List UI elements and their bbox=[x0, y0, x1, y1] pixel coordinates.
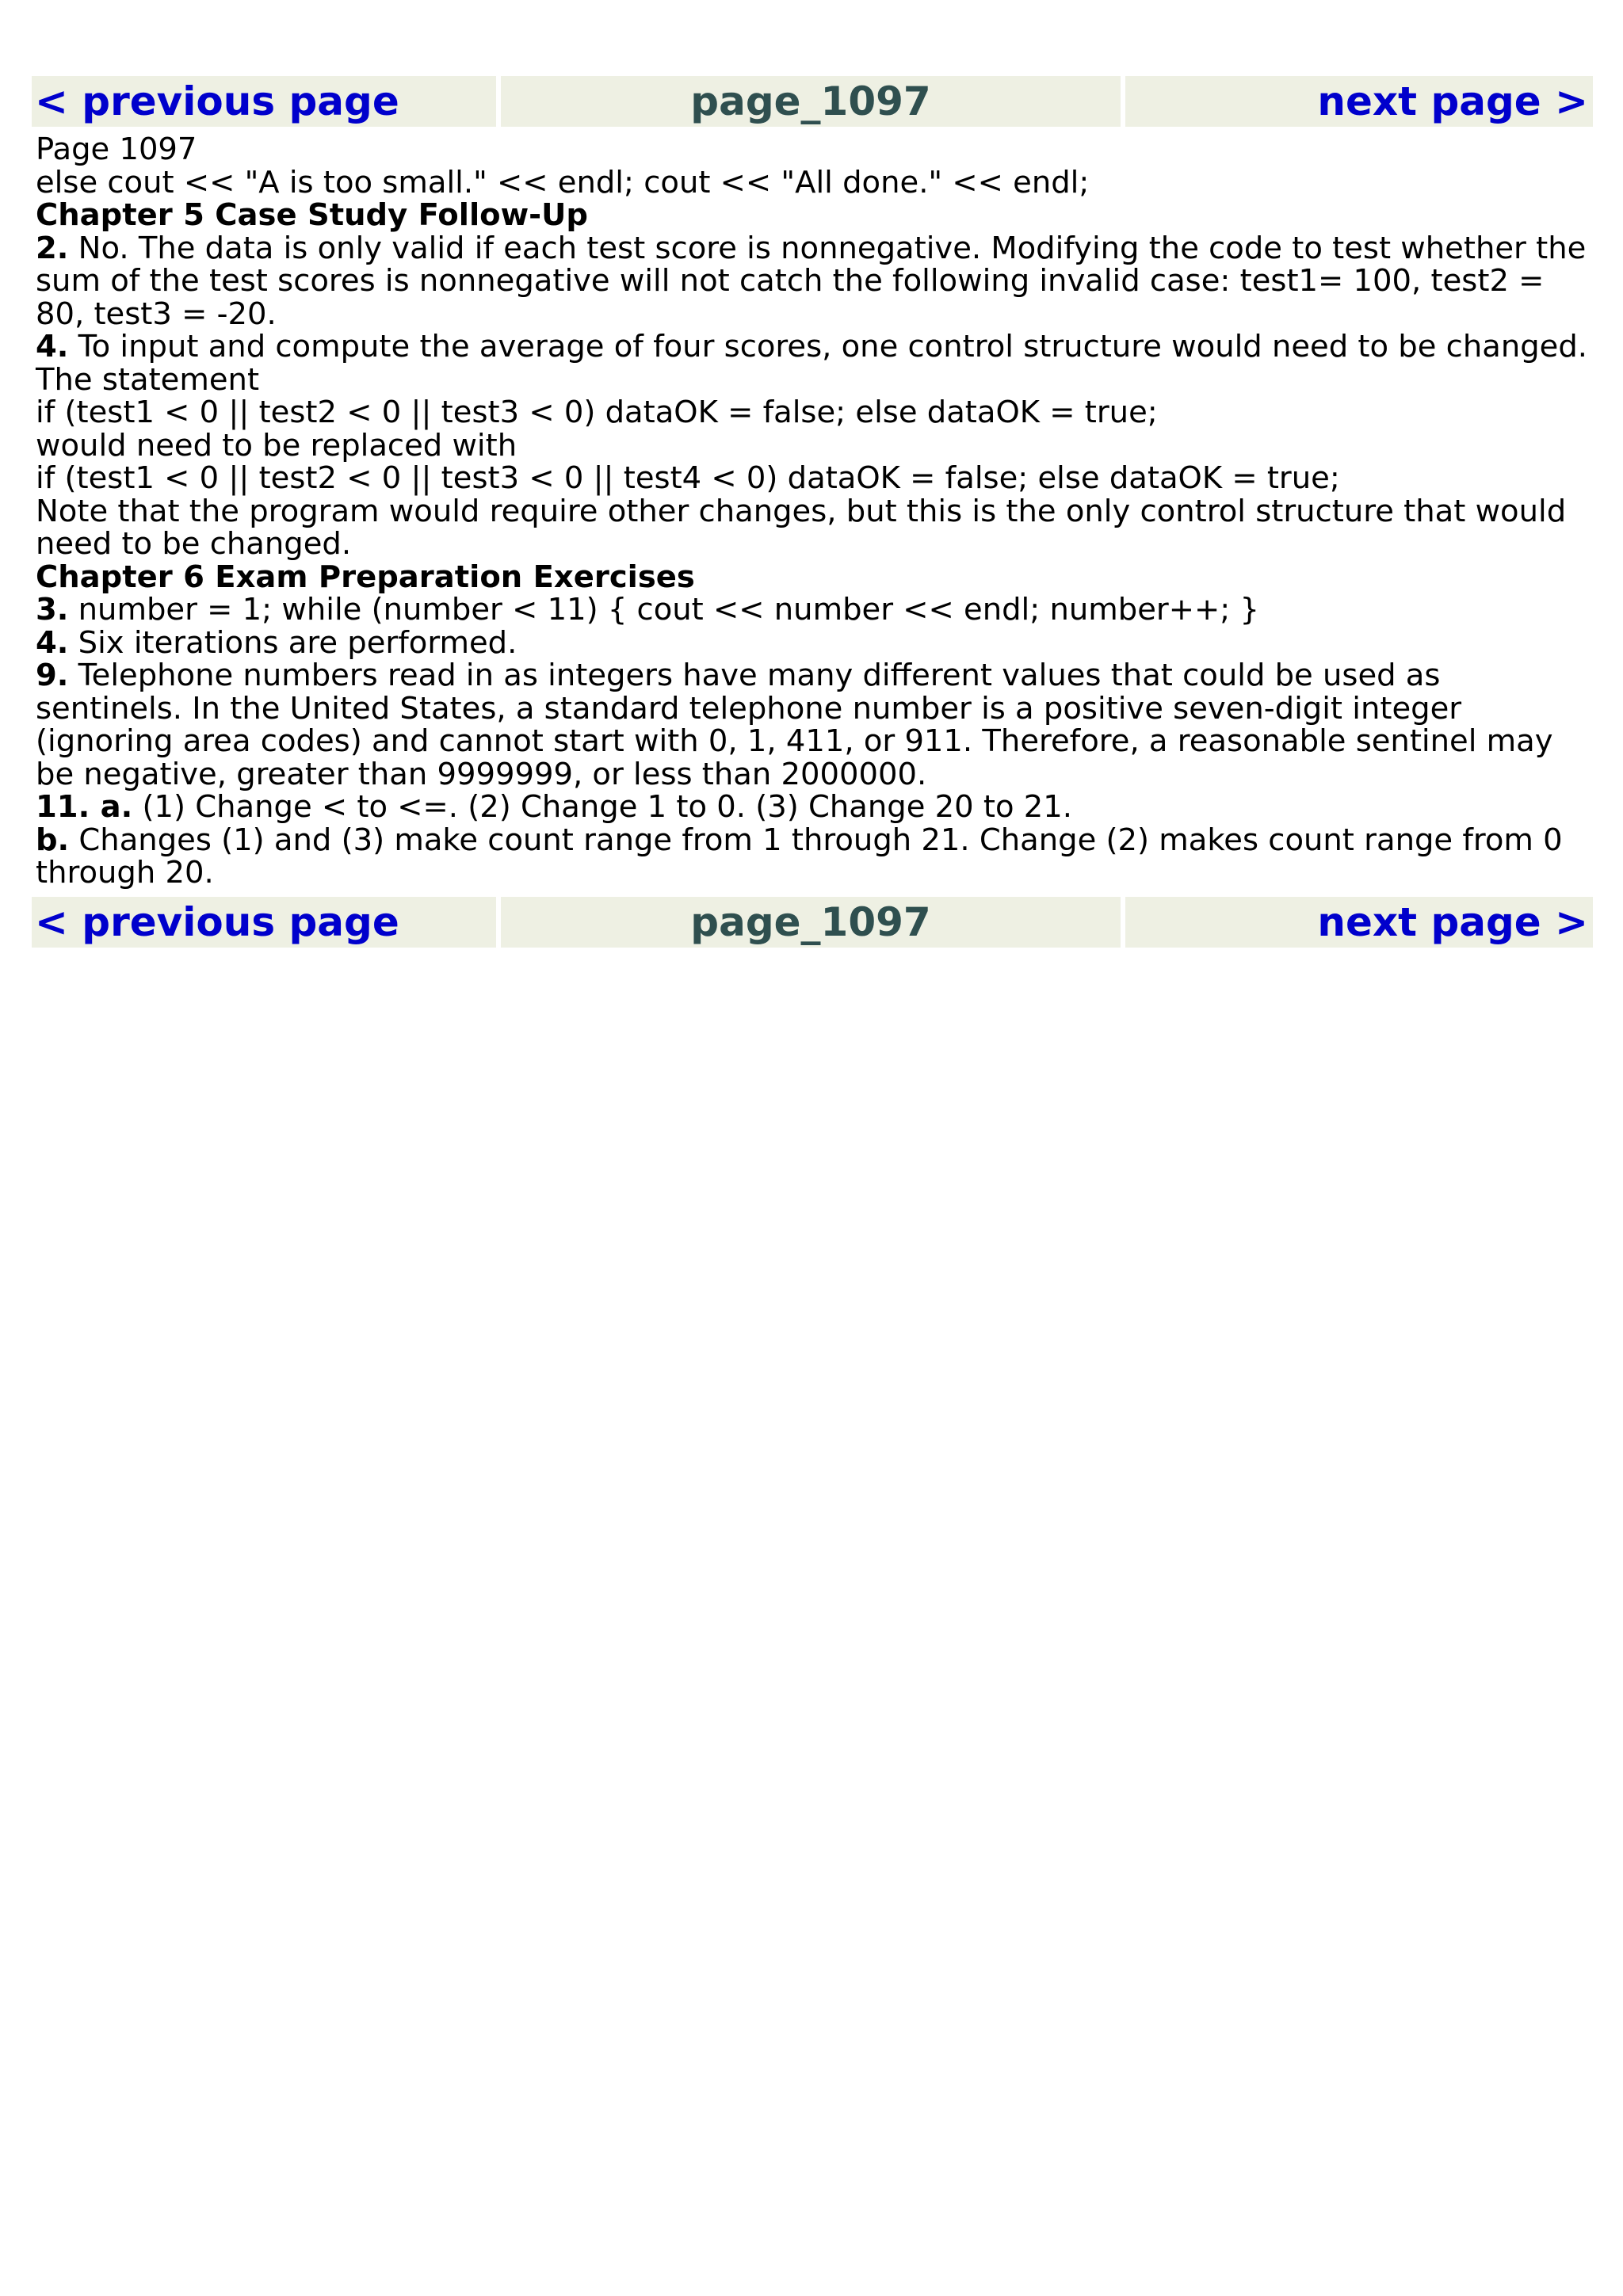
next-page-link[interactable]: next page > bbox=[1125, 76, 1593, 127]
exercise-11a-text: (1) Change < to <=. (2) Change 1 to 0. (3) Change 20 to 21. bbox=[132, 789, 1073, 825]
exercise-9 bbox=[36, 659, 1589, 791]
exercise-3-number: 3. bbox=[36, 592, 69, 627]
exercise-4-number: 4. bbox=[36, 624, 69, 661]
answer-2-text: No. The data is only valid if each test score is nonnegative. Modifying the code to test whether the sum of the test scores is nonnegative will not catch the following invalid case: test1= 100, test2 = 80, test3 = -20. bbox=[36, 230, 1587, 332]
exercise-11b-text: Changes (1) and (3) make count range from 1 through 21. Change (2) makes count range from 0 through 20. bbox=[36, 822, 1563, 891]
answer-4 bbox=[36, 330, 1589, 396]
page-title: page_1097 bbox=[501, 76, 1121, 127]
exercise-4-text: Six iterations are performed. bbox=[68, 624, 517, 661]
next-page-link[interactable]: next page > bbox=[1125, 897, 1593, 948]
top-navigation-bar bbox=[32, 76, 1593, 127]
previous-page-link[interactable]: < previous page bbox=[32, 897, 496, 948]
exercise-4 bbox=[36, 624, 1589, 661]
code-line-original: if (test1 < 0 || test2 < 0 || test3 < 0) dataOK = false; else dataOK = true; bbox=[36, 395, 1158, 430]
page-title: page_1097 bbox=[501, 897, 1121, 948]
exercise-11a-number: 11. a. bbox=[36, 789, 133, 825]
bottom-navigation-bar bbox=[32, 897, 1593, 948]
exercise-3 bbox=[36, 593, 1589, 627]
answer-2-number: 2. bbox=[36, 230, 69, 266]
answer-4-number: 4. bbox=[36, 329, 69, 364]
chapter-6-heading: Chapter 6 Exam Preparation Exercises bbox=[36, 559, 695, 595]
exercise-11b-number: b. bbox=[36, 822, 70, 858]
exercise-9-number: 9. bbox=[36, 658, 69, 693]
answer-4-text: To input and compute the average of four scores, one control structure would need to be changed. The statement bbox=[36, 329, 1588, 398]
code-line-replacement: if (test1 < 0 || test2 < 0 || test3 < 0 || test4 < 0) dataOK = false; else dataOK = true; bbox=[36, 460, 1340, 496]
replaced-with-text: would need to be replaced with bbox=[36, 427, 517, 463]
exercise-11a bbox=[36, 791, 1589, 824]
chapter-5-heading: Chapter 5 Case Study Follow-Up bbox=[36, 197, 588, 233]
page-content bbox=[36, 133, 1589, 890]
answer-2 bbox=[36, 232, 1589, 331]
exercise-3-text: number = 1; while (number < 11) { cout << number << endl; number++; } bbox=[68, 592, 1259, 627]
page-number-label: Page 1097 bbox=[36, 132, 197, 167]
exercise-11b bbox=[36, 824, 1589, 890]
note-paragraph: Note that the program would require other changes, but this is the only control structure that would need to be changed. bbox=[36, 493, 1567, 562]
previous-page-link[interactable]: < previous page bbox=[32, 76, 496, 127]
exercise-9-text: Telephone numbers read in as integers have many different values that could be used as sentinels. In the United States, a standard telephone number is a positive seven-digit integer (ignoring area codes) and cannot start with 0, 1, 411, or 911. Therefore, a reasonable sentinel may be negative, greater than 9999999, or less than 2000000. bbox=[36, 658, 1553, 792]
code-line-else: else cout << "A is too small." << endl; cout << "All done." << endl; bbox=[36, 164, 1090, 200]
